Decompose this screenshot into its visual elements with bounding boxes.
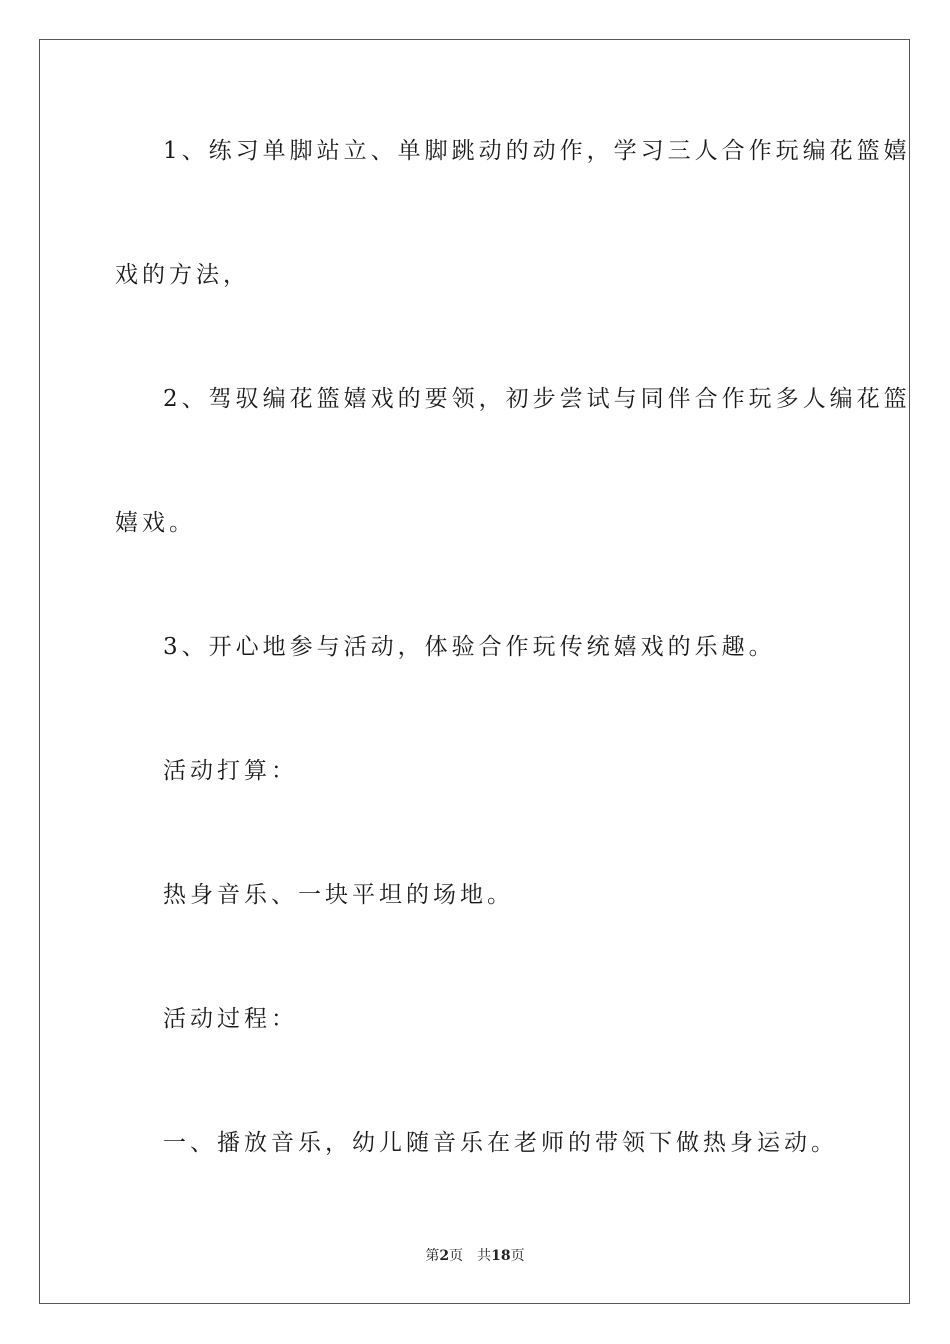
preparation-heading: 活动打算： bbox=[163, 758, 298, 784]
process-heading: 活动过程： bbox=[163, 1006, 298, 1032]
objective-3: 3、开心地参与活动，体验合作玩传统嬉戏的乐趣。 bbox=[163, 634, 776, 660]
objective-1-line-2: 戏的方法， bbox=[115, 262, 250, 288]
footer-page-suffix: 页 bbox=[449, 1248, 464, 1264]
objective-1-line-1: 1、练习单脚站立、单脚跳动的动作，学习三人合作玩编花篮嬉 bbox=[163, 138, 911, 164]
footer-total-pages: 18 bbox=[491, 1248, 511, 1264]
footer-page-prefix: 第 bbox=[425, 1248, 440, 1264]
objective-2-line-1: 2、驾驭编花篮嬉戏的要领，初步尝试与同伴合作玩多人编花篮 bbox=[163, 386, 911, 412]
footer-page-number: 2 bbox=[439, 1248, 450, 1264]
preparation-text: 热身音乐、一块平坦的场地。 bbox=[163, 882, 514, 908]
process-step-1: 一、播放音乐，幼儿随音乐在老师的带领下做热身运动。 bbox=[163, 1130, 838, 1156]
footer-total-suffix: 页 bbox=[510, 1248, 525, 1264]
footer-total-prefix: 共 bbox=[477, 1248, 492, 1264]
page-border bbox=[39, 39, 910, 1304]
page-footer bbox=[0, 1247, 950, 1265]
objective-2-line-2: 嬉戏。 bbox=[115, 510, 196, 536]
